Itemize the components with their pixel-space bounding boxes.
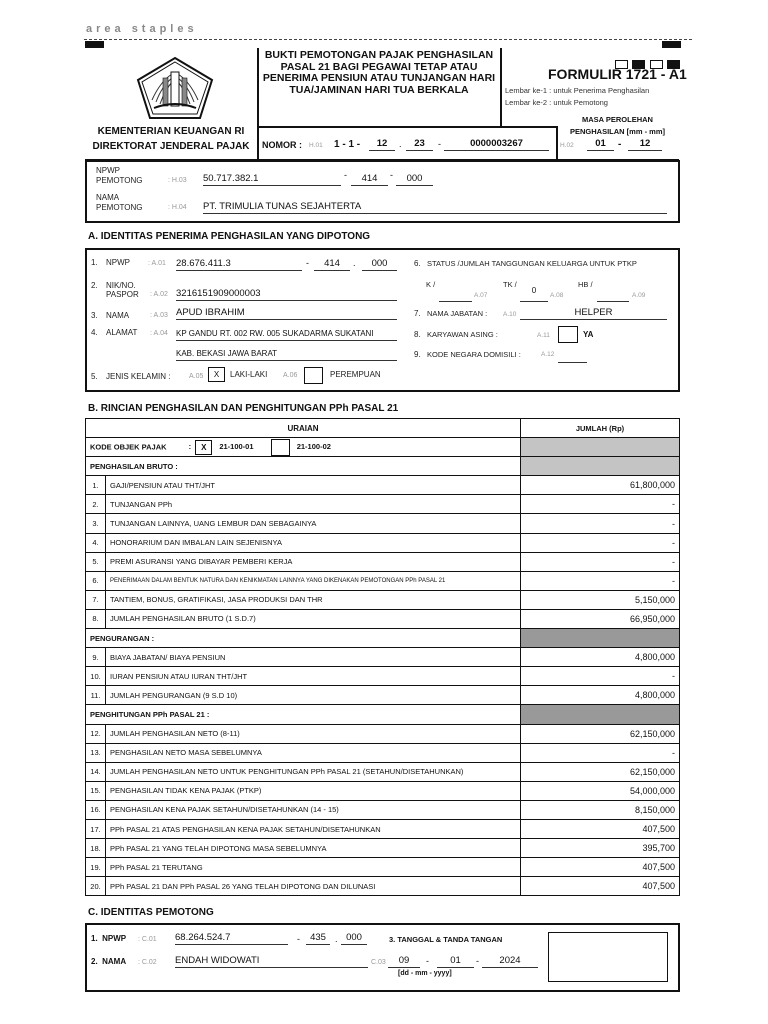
row-amount[interactable]: 407,500 xyxy=(521,819,680,838)
male-label: LAKI-LAKI xyxy=(230,370,268,379)
a9-number: 9. xyxy=(414,350,421,359)
label: NAMA xyxy=(102,957,127,966)
female-checkbox[interactable] xyxy=(304,367,323,384)
label-line: PEMOTONG xyxy=(96,203,143,212)
table-row xyxy=(86,686,680,705)
row-no: 16. xyxy=(86,800,106,819)
form-number: FORMULIR 1721 - A1 xyxy=(548,66,687,82)
npwp-pemotong-field[interactable]: 50.717.382.1 xyxy=(203,173,341,186)
kode-objek-row xyxy=(86,438,680,457)
label-line: PASPOR xyxy=(106,290,139,299)
npwp-pemotong-branch-field[interactable]: 000 xyxy=(396,173,433,186)
shaded-cell xyxy=(521,705,680,724)
date-mm-field[interactable]: 01 xyxy=(437,955,474,968)
asing-label: KARYAWAN ASING : xyxy=(427,330,498,339)
negara-label: KODE NEGARA DOMISILI : xyxy=(427,350,521,359)
c2-label: 2. NAMA xyxy=(91,957,127,966)
c2-code: : C.02 xyxy=(138,959,157,966)
row-no: 15. xyxy=(86,781,106,800)
penghitungan-header: PENGHITUNGAN PPh PASAL 21 : xyxy=(86,705,521,724)
sheet2-note: Lembar ke-2 : untuk Pemotong xyxy=(505,98,608,107)
nomor-dot: . xyxy=(399,139,402,149)
kode-21-100-01-checkbox[interactable]: X xyxy=(195,440,212,455)
table-row xyxy=(86,476,680,495)
row-label: TANTIEM, BONUS, GRATIFIKASI, JASA PRODUKSI DAN THR xyxy=(106,590,521,609)
a5-code: A.05 xyxy=(189,373,204,380)
c1-npwp-kpp-field[interactable]: 435 xyxy=(306,932,330,945)
masa-separator: - xyxy=(618,139,622,150)
header-divider-2 xyxy=(500,48,502,126)
table-row xyxy=(86,590,680,609)
row-amount[interactable]: 407,500 xyxy=(521,858,680,877)
a2-code: : A.02 xyxy=(150,291,168,298)
kode-21-100-01-label: 21-100-01 xyxy=(219,442,254,452)
shaded-cell xyxy=(521,438,680,457)
a4-code: : A.04 xyxy=(150,330,168,337)
jabatan-field[interactable]: HELPER xyxy=(520,307,667,320)
a5-number: 5. xyxy=(91,372,98,381)
row-label: HONORARIUM DAN IMBALAN LAIN SEJENISNYA xyxy=(106,533,521,552)
staples-label: area staples xyxy=(86,23,198,35)
row-no: 20. xyxy=(86,877,106,896)
code: A.03 xyxy=(153,312,168,319)
row-no: 12. xyxy=(86,724,106,743)
shaded-cell xyxy=(521,629,680,648)
row-amount[interactable]: 54,000,000 xyxy=(521,781,680,800)
masa-code: H.02 xyxy=(560,142,574,149)
bruto-header: PENGHASILAN BRUTO : xyxy=(86,457,521,476)
sheet1-note: Lembar ke-1 : untuk Penerima Penghasilan xyxy=(505,86,650,95)
masa-label-1: MASA PEROLEHAN xyxy=(582,115,653,124)
label-line: PEMOTONG xyxy=(96,176,143,185)
table-row xyxy=(86,552,680,571)
table-row xyxy=(86,667,680,686)
table-row xyxy=(86,571,680,590)
kode-21-100-02-checkbox[interactable] xyxy=(271,439,290,456)
npwp-pemotong-kpp-field[interactable]: 414 xyxy=(351,173,388,186)
date-format-hint: [dd - mm - yyyy] xyxy=(398,970,452,977)
masa-label-2: PENGHASILAN [mm - mm] xyxy=(569,127,665,136)
table-row xyxy=(86,648,680,667)
nomor-month-field[interactable]: 12 xyxy=(369,138,395,151)
label-line: NAMA xyxy=(96,193,120,202)
row-no: 18. xyxy=(86,839,106,858)
kode-objek-cell xyxy=(86,438,521,457)
row-amount[interactable]: 395,700 xyxy=(521,839,680,858)
nomor-code: H.01 xyxy=(309,142,323,149)
row-label: PENERIMAAN DALAM BENTUK NATURA DAN KENIKMATAN LAINNYA YANG DIKENAKAN PEMOTONGAN PPh PASAL 21 xyxy=(106,571,521,590)
row-no: 10. xyxy=(86,667,106,686)
section-b-title: B. RINCIAN PENGHASILAN DAN PENGHITUNGAN PPh PASAL 21 xyxy=(88,403,399,414)
row-amount[interactable]: 8,150,000 xyxy=(521,800,680,819)
sep: - xyxy=(476,956,479,966)
sep: - xyxy=(297,934,300,944)
table-row xyxy=(86,800,680,819)
a4-number: 4. xyxy=(91,328,98,337)
hb-field[interactable] xyxy=(597,289,629,302)
form-title xyxy=(259,50,499,96)
status-label: STATUS /JUMLAH TANGGUNGAN KELUARGA UNTUK PTKP xyxy=(427,259,637,268)
row-label: IURAN PENSIUN ATAU IURAN THT/JHT xyxy=(106,667,521,686)
row-label: PPh PASAL 21 ATAS PENGHASILAN KENA PAJAK SETAHUN/DISETAHUNKAN xyxy=(106,819,521,838)
negara-code: A.12 xyxy=(541,351,555,358)
row-amount[interactable]: - xyxy=(521,495,680,514)
asing-code: A.11 xyxy=(537,332,550,339)
hb-code: A.09 xyxy=(632,292,646,299)
sep: . xyxy=(335,934,338,944)
k-field[interactable] xyxy=(439,289,472,302)
shaded-cell xyxy=(521,457,680,476)
row-label: PPh PASAL 21 TERUTANG xyxy=(106,858,521,877)
a1-number: 1. xyxy=(91,258,98,267)
a3-nama-field[interactable]: APUD IBRAHIM xyxy=(176,307,397,320)
row-no: 7. xyxy=(86,590,106,609)
c1-label: 1. NPWP xyxy=(91,934,127,943)
kode-21-100-02-label: 21-100-02 xyxy=(296,442,331,452)
npwp-pemotong-label xyxy=(96,166,143,186)
row-label: PPh PASAL 21 YANG TELAH DIPOTONG MASA SEBELUMNYA xyxy=(106,839,521,858)
tk-field[interactable]: 0 xyxy=(520,289,548,302)
registration-mark-right xyxy=(662,41,681,48)
row-amount[interactable]: - xyxy=(521,667,680,686)
code: C.01 xyxy=(141,936,157,943)
kode-objek-label: KODE OBJEK PAJAK xyxy=(90,442,167,452)
tk-label: TK / xyxy=(503,280,517,289)
table-row xyxy=(86,514,680,533)
nomor-year-field[interactable]: 23 xyxy=(406,138,433,151)
row-label: PENGHASILAN NETO MASA SEBELUMNYA xyxy=(106,743,521,762)
code: C.02 xyxy=(141,959,157,966)
section-a-title: A. IDENTITAS PENERIMA PENGHASILAN YANG DIPOTONG xyxy=(88,231,371,242)
row-no: 1. xyxy=(86,476,106,495)
row-label: BIAYA JABATAN/ BIAYA PENSIUN xyxy=(106,648,521,667)
a1-label: NPWP xyxy=(106,258,130,267)
signature-box[interactable] xyxy=(548,932,668,982)
table-row xyxy=(86,609,680,628)
a1-npwp-field[interactable]: 28.676.411.3 xyxy=(176,258,302,271)
row-label: GAJI/PENSIUN ATAU THT/JHT xyxy=(106,476,521,495)
nama-pemotong-label xyxy=(96,193,143,213)
table-row xyxy=(86,724,680,743)
a3-code: : A.03 xyxy=(150,312,168,319)
row-no: 9. xyxy=(86,648,106,667)
row-amount[interactable]: 66,950,000 xyxy=(521,609,680,628)
date-yyyy-field[interactable]: 2024 xyxy=(482,955,538,968)
sep: : xyxy=(188,442,192,452)
section-c-title: C. IDENTITAS PEMOTONG xyxy=(88,907,214,918)
a4-label: ALAMAT xyxy=(106,328,138,337)
asing-checkbox[interactable] xyxy=(558,326,578,343)
label: NPWP xyxy=(102,934,127,943)
row-amount[interactable]: - xyxy=(521,552,680,571)
masa-from-field[interactable]: 01 xyxy=(587,138,614,151)
pengurangan-header: PENGURANGAN : xyxy=(86,629,521,648)
row-amount[interactable]: 4,800,000 xyxy=(521,686,680,705)
sep: - xyxy=(344,170,347,180)
nomor-right-border xyxy=(556,126,558,161)
tk-code: A.08 xyxy=(550,292,564,299)
female-label: PEREMPUAN xyxy=(330,370,381,379)
row-no: 13. xyxy=(86,743,106,762)
c1-npwp-field[interactable]: 68.264.524.7 xyxy=(175,932,288,945)
c1-code: : C.01 xyxy=(138,936,157,943)
a7-number: 7. xyxy=(414,309,421,318)
nama-pemotong-field[interactable]: PT. TRIMULIA TUNAS SEJAHTERTA xyxy=(203,201,667,214)
code: A.04 xyxy=(153,330,168,337)
table-row xyxy=(86,839,680,858)
row-label: TUNJANGAN PPh xyxy=(106,495,521,514)
row-amount[interactable]: 62,150,000 xyxy=(521,724,680,743)
a5-label: JENIS KELAMIN : xyxy=(106,372,171,381)
row-no: 5. xyxy=(86,552,106,571)
row-label: PPh PASAL 21 DAN PPh PASAL 26 YANG TELAH DIPOTONG DAN DILUNASI xyxy=(106,877,521,896)
a4-alamat-field-1[interactable]: KP GANDU RT. 002 RW. 005 SUKADARMA SUKATANI xyxy=(176,328,397,341)
row-no: 8. xyxy=(86,609,106,628)
row-no: 17. xyxy=(86,819,106,838)
a8-number: 8. xyxy=(414,330,421,339)
table-row xyxy=(86,858,680,877)
sep: - xyxy=(390,170,393,180)
table-row xyxy=(86,877,680,896)
a3-label: NAMA xyxy=(106,311,130,320)
pengurangan-header-row xyxy=(86,629,680,648)
row-amount[interactable]: 407,500 xyxy=(521,877,680,896)
bruto-header-row xyxy=(86,457,680,476)
sep: - xyxy=(306,258,309,268)
table-row xyxy=(86,495,680,514)
row-no: 19. xyxy=(86,858,106,877)
ttd-label: 3. TANGGAL & TANDA TANGAN xyxy=(389,935,503,944)
code: A.02 xyxy=(153,291,168,298)
row-no: 14. xyxy=(86,762,106,781)
row-amount[interactable]: - xyxy=(521,571,680,590)
row-label: PENGHASILAN KENA PAJAK SETAHUN/DISETAHUNKAN (14 - 15) xyxy=(106,800,521,819)
masa-to-field[interactable]: 12 xyxy=(628,138,662,151)
row-amount[interactable]: 4,800,000 xyxy=(521,648,680,667)
sep: . xyxy=(353,258,356,268)
row-label: JUMLAH PENGHASILAN NETO (8-11) xyxy=(106,724,521,743)
form-title-line: PASAL 21 BAGI PEGAWAI TETAP ATAU xyxy=(280,60,478,73)
a6-number: 6. xyxy=(414,259,421,268)
penghitungan-header-row xyxy=(86,705,680,724)
a2-number: 2. xyxy=(91,281,98,290)
row-label: JUMLAH PENGHASILAN BRUTO (1 S.D.7) xyxy=(106,609,521,628)
djp-logo-icon xyxy=(136,56,214,125)
code: H.04 xyxy=(171,204,187,211)
income-table xyxy=(85,418,680,896)
row-amount[interactable]: 62,150,000 xyxy=(521,762,680,781)
a4-alamat-field-2[interactable]: KAB. BEKASI JAWA BARAT xyxy=(176,348,397,361)
row-no: 3. xyxy=(86,514,106,533)
jabatan-code: A.10 xyxy=(503,311,517,318)
label-line: NIK/NO. xyxy=(106,281,136,290)
table-row xyxy=(86,762,680,781)
negara-field[interactable] xyxy=(558,350,587,363)
row-amount[interactable]: - xyxy=(521,533,680,552)
a1-npwp-kpp-field[interactable]: 414 xyxy=(314,258,350,271)
row-label: TUNJANGAN LAINNYA, UANG LEMBUR DAN SEBAGAINYA xyxy=(106,514,521,533)
nomor-prefix: 1 - 1 - xyxy=(334,139,361,150)
directorate-name: DIREKTORAT JENDERAL PAJAK xyxy=(92,141,250,152)
a1-npwp-branch-field[interactable]: 000 xyxy=(362,258,397,271)
table-row xyxy=(86,781,680,800)
row-amount[interactable]: - xyxy=(521,514,680,533)
staple-cut-line xyxy=(84,39,692,40)
jabatan-label: NAMA JABATAN : xyxy=(427,309,488,318)
label-line: NPWP xyxy=(96,166,120,175)
a2-label xyxy=(106,281,139,299)
row-label: JUMLAH PENGURANGAN (9 S.D 10) xyxy=(106,686,521,705)
row-amount[interactable]: 5,150,000 xyxy=(521,590,680,609)
table-row xyxy=(86,819,680,838)
a3-number: 3. xyxy=(91,311,98,320)
col-uraian-header: URAIAN xyxy=(86,419,521,438)
sep: - xyxy=(426,956,429,966)
form-title-line: BUKTI PEMOTONGAN PAJAK PENGHASILAN xyxy=(264,49,494,61)
form-title-line: PENERIMA PENSIUN ATAU TUNJANGAN HARI xyxy=(262,72,496,84)
nomor-label: NOMOR : xyxy=(262,140,302,150)
npwp-pemotong-code: : H.03 xyxy=(168,177,187,184)
table-row xyxy=(86,533,680,552)
row-no: 11. xyxy=(86,686,106,705)
ministry-name: KEMENTERIAN KEUANGAN RI xyxy=(97,126,245,137)
nama-pemotong-code: : H.04 xyxy=(168,204,187,211)
hb-label: HB / xyxy=(578,280,593,289)
form-title-line: TUA/JAMINAN HARI TUA BERKALA xyxy=(289,83,469,96)
asing-ya-label: YA xyxy=(583,330,594,339)
c3-code: C.03 xyxy=(371,959,386,966)
row-label: PENGHASILAN TIDAK KENA PAJAK (PTKP) xyxy=(106,781,521,800)
nomor-seq-field[interactable]: 0000003267 xyxy=(444,138,549,151)
k-label: K / xyxy=(426,280,436,289)
row-amount[interactable]: - xyxy=(521,743,680,762)
a2-nik-field[interactable]: 3216151909000003 xyxy=(176,288,397,301)
registration-mark-left xyxy=(85,41,104,48)
date-dd-field[interactable]: 09 xyxy=(388,955,420,968)
code: A.01 xyxy=(151,260,166,267)
male-checkbox[interactable]: X xyxy=(208,367,225,382)
nomor-top-border xyxy=(257,126,557,128)
row-amount[interactable]: 61,800,000 xyxy=(521,476,680,495)
nomor-dash: - xyxy=(438,139,441,149)
c1-npwp-branch-field[interactable]: 000 xyxy=(341,932,367,945)
a6-code: A.06 xyxy=(283,372,298,379)
row-no: 4. xyxy=(86,533,106,552)
k-code: A.07 xyxy=(474,292,488,299)
row-no: 2. xyxy=(86,495,106,514)
a1-code: : A.01 xyxy=(148,260,166,267)
c2-nama-field[interactable]: ENDAH WIDOWATI xyxy=(175,955,368,968)
row-no: 6. xyxy=(86,571,106,590)
row-label: PREMI ASURANSI YANG DIBAYAR PEMBERI KERJA xyxy=(106,552,521,571)
row-label: JUMLAH PENGHASILAN NETO UNTUK PENGHITUNGAN PPh PASAL 21 (SETAHUN/DISETAHUNKAN) xyxy=(106,762,521,781)
code: H.03 xyxy=(171,177,187,184)
col-jumlah-header: JUMLAH (Rp) xyxy=(521,419,680,438)
table-header-row xyxy=(86,419,680,438)
table-row xyxy=(86,743,680,762)
